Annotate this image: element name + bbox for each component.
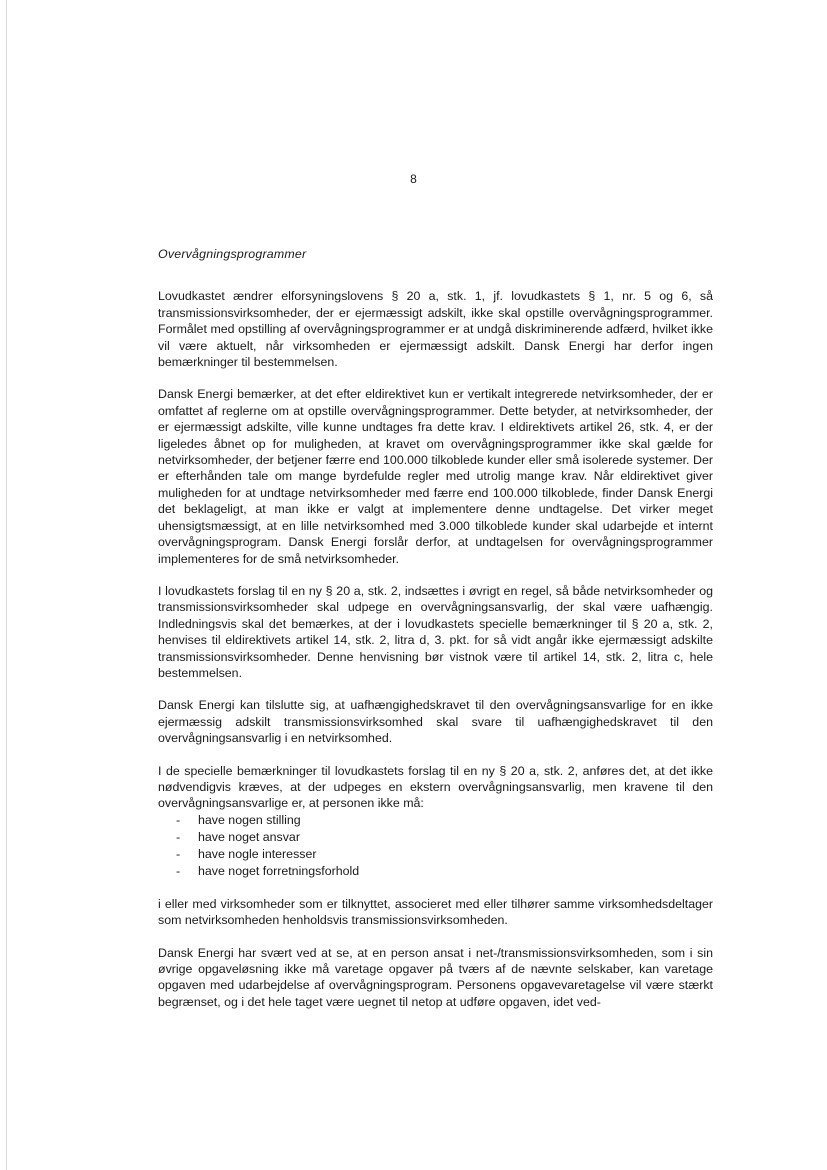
paragraph: Dansk Energi kan tilslutte sig, at uafhængighedskravet til den overvågningsansvarlige for en ikke ejermæssig adskilt transmissionsvirksomhed skal svare til uafhængighedskravet til den overvågningsansvarlig i en netvirksomhed. bbox=[158, 698, 713, 746]
list-dash: - bbox=[176, 812, 181, 827]
paragraph: Dansk Energi bemærker, at det efter eldirektivet kun er vertikalt integrerede netvirksomheder, der er omfattet af reglerne om at opstille overvågningsprogrammer. Dette betyder, at netvirksomheder, der er ejermæssigt adskilte, ville kunne undtages fra dette krav. I eldirektivets artikel 26, stk. 4, er der ligeledes åbnet op for muligheden, at kravet om overvågningsprogrammer ikke skal gælde for netvirksomheder, der betjener færre end 100.000 tilkoblede kunder eller små isolerede systemer. Der er efterhånden tale om mange byrdefulde regler med utrolig mange krav. Når eldirektivet giver muligheden for at undtage netvirksomheder med færre end 100.000 tilkoblede, finder Dansk Energi det beklageligt, at man ikke er valgt at implementere denne undtagelse. Det virker meget uhensigtsmæssigt, at en lille netvirksomhed med 3.000 tilkoblede kunder skal udarbejde et internt overvågningsprogram. Dansk Energi forslår derfor, at undtagelsen for overvågningsprogrammer implementeres for de små netvirksomheder. bbox=[158, 387, 713, 566]
requirements-list bbox=[158, 812, 713, 880]
page-number: 8 bbox=[410, 172, 417, 186]
paragraph: Dansk Energi har svært ved at se, at en person ansat i net-/transmissionsvirksomheden, som i sin øvrige opgaveløsning ikke må varetage opgaver på tværs af de nævnte selskaber, kan varetage opgaven med udarbejdelse af overvågningsprogram. Personens opgavevaretagelse vil være stærkt begrænset, og i det hele taget være uegnet til netop at udføre opgaven, idet ved- bbox=[158, 945, 713, 1009]
list-item bbox=[158, 863, 713, 880]
list-dash: - bbox=[176, 846, 181, 861]
list-item-text: have nogen stilling bbox=[198, 812, 301, 827]
list-item bbox=[158, 846, 713, 863]
paragraph: i eller med virksomheder som er tilknyttet, associeret med eller tilhører samme virksomhedsdeltager som netvirksomheden henholdsvis transmissionsvirksomheden. bbox=[158, 896, 713, 928]
list-item-text: have noget ansvar bbox=[198, 829, 300, 844]
list-dash: - bbox=[176, 863, 181, 878]
section-heading: Overvågningsprogrammer bbox=[158, 247, 307, 261]
paragraph: I lovudkastets forslag til en ny § 20 a, stk. 2, indsættes i øvrigt en regel, så både netvirksomheder og transmissionsvirksomheder skal udpege en overvågningsansvarlig, der skal være uafhængig. Indledningsvis skal det bemærkes, at der i lovudkastets specielle bemærkninger til § 20 a, stk. 2, henvises til eldirektivets artikel 14, stk. 2, litra d, 3. pkt. for så vidt angår ikke ejermæssigt adskilte transmissionsvirksomheder. Denne henvisning bør vistnok være til artikel 14, stk. 2, litra c, hele bestemmelsen. bbox=[158, 583, 713, 680]
list-item bbox=[158, 829, 713, 846]
list-item-text: have nogle interesser bbox=[198, 846, 317, 861]
paragraph: I de specielle bemærkninger til lovudkastets forslag til en ny § 20 a, stk. 2, anføres det, at det ikke nødvendigvis kræves, at der udpeges en ekstern overvågningsansvarlig, men kravene til den overvågningsansvarlige er, at personen ikke må: bbox=[158, 763, 713, 811]
paragraph: Lovudkastet ændrer elforsyningslovens § 20 a, stk. 1, jf. lovudkastets § 1, nr. 5 og 6, så transmissionsvirksomheder, der er ejermæssigt adskilt, ikke skal opstille overvågningsprogrammer. Formålet med opstilling af overvågningsprogrammer er at undgå diskriminerende adfærd, hvilket ikke vil være aktuelt, når virksomheden er ejermæssigt adskilt. Dansk Energi har derfor ingen bemærkninger til bestemmelsen. bbox=[158, 289, 713, 370]
list-item-text: have noget forretningsforhold bbox=[198, 863, 360, 878]
list-item bbox=[158, 812, 713, 829]
document-body bbox=[158, 246, 713, 1026]
list-dash: - bbox=[176, 829, 181, 844]
